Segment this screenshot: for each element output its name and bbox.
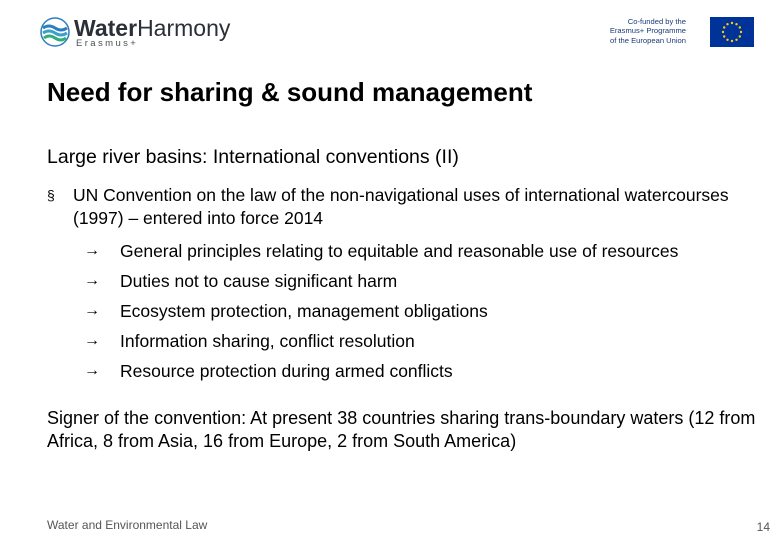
slide-title: Need for sharing & sound management <box>47 77 533 107</box>
arrow-icon: → <box>84 332 100 349</box>
eu-star <box>731 40 733 42</box>
list-item-text: Information sharing, conflict resolution <box>120 331 415 351</box>
eu-star <box>735 23 737 25</box>
logo-name-harmony: Harmony <box>137 15 231 41</box>
eu-star <box>739 26 741 28</box>
eu-star <box>735 39 737 41</box>
eu-star <box>723 26 725 28</box>
footer-label: Water and Environmental Law <box>47 518 208 532</box>
list-item-text: Ecosystem protection, management obligations <box>120 301 488 321</box>
logo-name-water: Water <box>74 15 138 41</box>
slide-subtitle: Large river basins: International conventions (II) <box>47 146 459 168</box>
eu-star <box>731 22 733 24</box>
eu-star <box>739 35 741 37</box>
list-item-text: Duties not to cause significant harm <box>120 271 398 291</box>
eu-funding-text: Co-funded by the Erasmus+ Programme of the European Union <box>609 17 686 45</box>
list-item-text: Resource protection during armed conflicts <box>120 361 453 381</box>
water-wave-icon <box>40 16 70 48</box>
eu-star <box>726 39 728 41</box>
signer-paragraph: Signer of the convention: At present 38 countries sharing trans-boundary waters (12 from Africa, 8 from Asia, 16 from Europe, 2 from South America) <box>47 408 756 451</box>
bullet-text: UN Convention on the law of the non-navigational uses of international watercourses (1997) – entered into force 2014 <box>73 185 729 228</box>
arrow-icon: → <box>84 302 100 319</box>
eu-star <box>722 31 724 33</box>
arrow-icon: → <box>84 362 100 379</box>
arrow-icon: → <box>84 242 100 259</box>
page-number: 14 <box>756 520 770 534</box>
water-harmony-logo <box>40 14 240 50</box>
eu-star <box>740 31 742 33</box>
arrow-icon: → <box>84 272 100 289</box>
eu-star <box>723 35 725 37</box>
eu-star <box>726 23 728 25</box>
bullet-marker: § <box>47 187 55 203</box>
eu-flag-icon <box>710 17 754 47</box>
logo-subtext: Erasmus+ <box>76 38 139 49</box>
list-item-text: General principles relating to equitable and reasonable use of resources <box>120 241 679 261</box>
